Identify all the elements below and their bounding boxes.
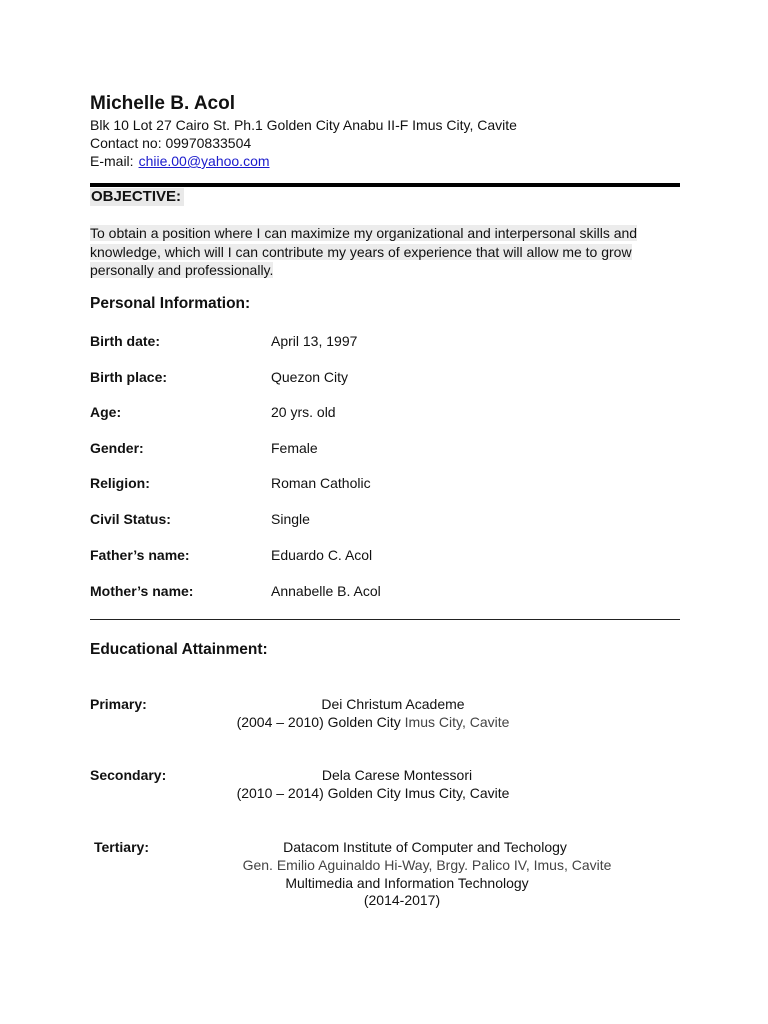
primary-city: Imus City, Cavite (400, 714, 510, 730)
gender-value: Female (271, 440, 318, 456)
tertiary-course: Multimedia and Information Technology (285, 875, 529, 891)
religion-value: Roman Catholic (271, 475, 371, 491)
objective-body: To obtain a position where I can maximize my organizational and interpersonal skills and knowledge, which will I can contribute my years of experience that will allow me to grow personally and professionally. (90, 225, 638, 278)
civil-status-label: Civil Status: (90, 511, 171, 527)
birth-date-value: April 13, 1997 (271, 333, 358, 349)
primary-years-place: (2004 – 2010) Golden City (236, 714, 401, 730)
birth-date-label: Birth date: (90, 333, 160, 349)
contact-number: Contact no: 09970833504 (90, 135, 252, 151)
tertiary-address: Gen. Emilio Aguinaldo Hi-Way, Brgy. Palico IV, Imus, Cavite (242, 857, 612, 873)
age-label: Age: (90, 404, 122, 420)
birth-place-label: Birth place: (90, 369, 168, 385)
header-divider (90, 183, 680, 187)
personal-info-heading: Personal Information: (90, 295, 251, 312)
primary-school: Dei Christum Academe (321, 696, 465, 712)
mothers-name-value: Annabelle B. Acol (271, 583, 381, 599)
email-link[interactable]: chiie.00@yahoo.com (138, 153, 270, 169)
section-divider (90, 619, 680, 620)
objective-heading: OBJECTIVE: (90, 188, 184, 206)
education-heading: Educational Attainment: (90, 641, 268, 658)
email-line (90, 153, 270, 169)
primary-label: Primary: (90, 696, 147, 712)
civil-status-value: Single (271, 511, 310, 527)
birth-place-value: Quezon City (271, 369, 349, 385)
secondary-school: Dela Carese Montessori (321, 767, 473, 783)
email-label: E-mail: (90, 153, 134, 169)
objective-text (90, 224, 670, 280)
tertiary-years: (2014-2017) (363, 892, 441, 908)
mothers-name-label: Mother’s name: (90, 583, 194, 599)
tertiary-school: Datacom Institute of Computer and Techology (283, 839, 567, 855)
tertiary-label: Tertiary: (94, 839, 149, 855)
address: Blk 10 Lot 27 Cairo St. Ph.1 Golden City Anabu II-F Imus City, Cavite (90, 117, 517, 133)
secondary-label: Secondary: (90, 767, 167, 783)
secondary-details: (2010 – 2014) Golden City Imus City, Cavite (236, 785, 510, 801)
fathers-name-label: Father’s name: (90, 547, 190, 563)
fathers-name-value: Eduardo C. Acol (271, 547, 373, 563)
applicant-name: Michelle B. Acol (90, 93, 235, 114)
age-value: 20 yrs. old (271, 404, 336, 420)
primary-details (237, 714, 510, 730)
religion-label: Religion: (90, 475, 150, 491)
gender-label: Gender: (90, 440, 144, 456)
